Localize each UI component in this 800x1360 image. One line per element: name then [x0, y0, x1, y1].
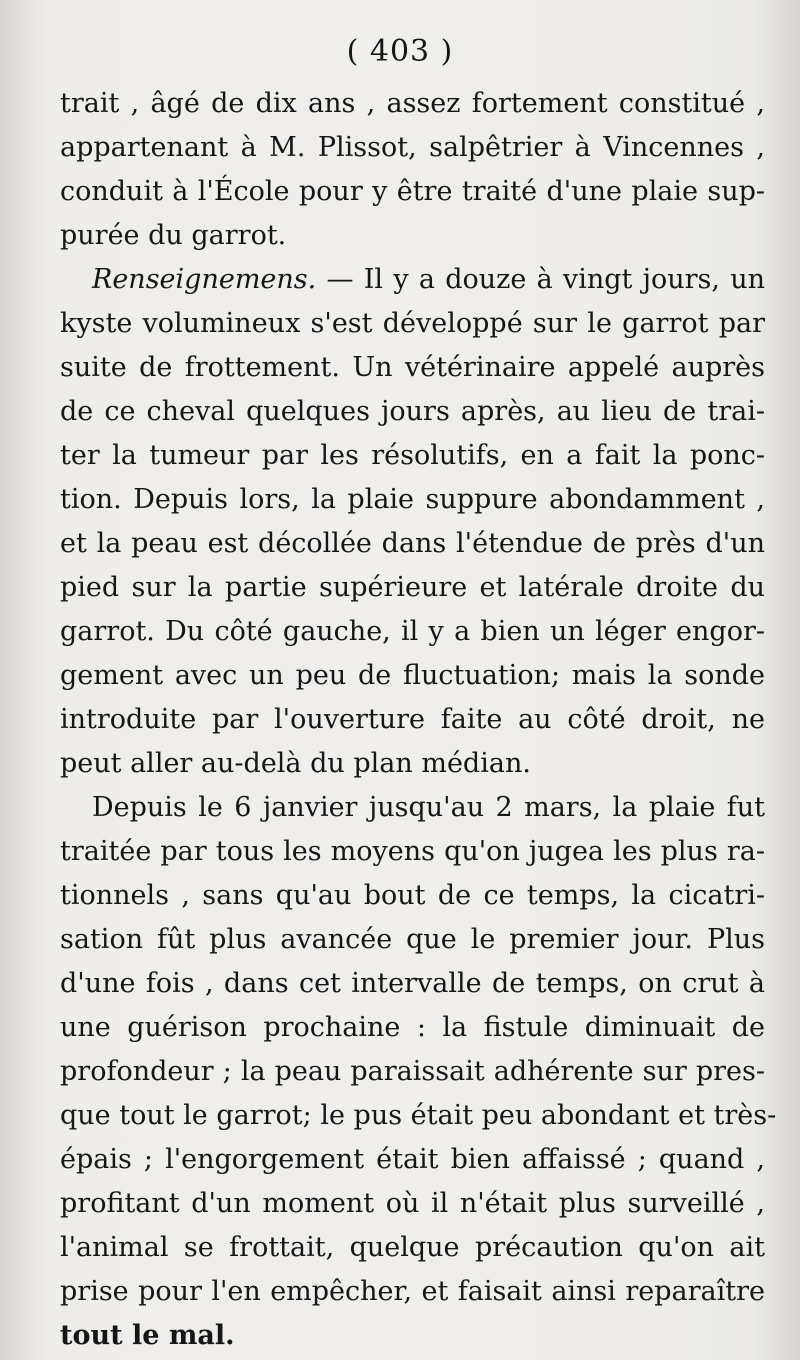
text-line: traitée par tous les moyens qu'on jugea les plus ra- [60, 836, 765, 867]
text-line: profitant d'un moment où il n'était plus surveillé , [60, 1188, 765, 1219]
text-line: conduit à l'École pour y être traité d'une plaie sup- [60, 176, 765, 207]
text-line: sation fût plus avancée que le premier jour. Plus [60, 924, 765, 955]
text-line: kyste volumineux s'est développé sur le garrot par [60, 308, 765, 339]
section-lead-in: Renseignemens. — [92, 264, 354, 295]
text-line: peut aller au-delà du plan médian. [60, 748, 531, 779]
text-line: tionnels , sans qu'au bout de ce temps, la cicatri- [60, 880, 765, 911]
text-line: pied sur la partie supérieure et latérale droite du [60, 572, 765, 603]
text-line: introduite par l'ouverture faite au côté droit, ne [60, 704, 765, 735]
text-line: épais ; l'engorgement était bien affaissé ; quand , [60, 1144, 765, 1175]
text-line: Depuis le 6 janvier jusqu'au 2 mars, la plaie fut [92, 792, 765, 823]
text-line: appartenant à M. Plissot, salpêtrier à Vincennes , [60, 132, 765, 163]
text-line: de ce cheval quelques jours après, au lieu de trai- [60, 396, 765, 427]
text-line: purée du garrot. [60, 220, 287, 251]
text-line: trait , âgé de dix ans , assez fortement constitué , [60, 88, 765, 119]
text-line: que tout le garrot; le pus était peu abondant et très- [60, 1100, 777, 1131]
text-line: ter la tumeur par les résolutifs, en a fait la ponc- [60, 440, 765, 471]
text-line: et la peau est décollée dans l'étendue de près d'un [60, 528, 765, 559]
text-line: prise pour l'en empêcher, et faisait ainsi reparaître [60, 1276, 765, 1307]
text-line: tion. Depuis lors, la plaie suppure abondamment , [60, 484, 765, 515]
text-line: gement avec un peu de fluctuation; mais la sonde [60, 660, 765, 691]
text-line: tout le mal. [60, 1320, 235, 1351]
text-line-with-lead-in [92, 260, 765, 300]
page-number: ( 403 ) [346, 34, 454, 69]
text-line: suite de frottement. Un vétérinaire appelé auprès [60, 352, 765, 383]
text-line: l'animal se frottait, quelque précaution qu'on ait [60, 1232, 765, 1263]
text-line: profondeur ; la peau paraissait adhérente sur pres- [60, 1056, 765, 1087]
text-line-rest: Il y a douze à vingt jours, un [363, 264, 766, 295]
text-line: garrot. Du côté gauche, il y a bien un léger engor- [60, 616, 765, 647]
text-line: d'une fois , dans cet intervalle de temps, on crut à [60, 968, 765, 999]
text-line: une guérison prochaine : la fistule diminuait de [60, 1012, 765, 1043]
